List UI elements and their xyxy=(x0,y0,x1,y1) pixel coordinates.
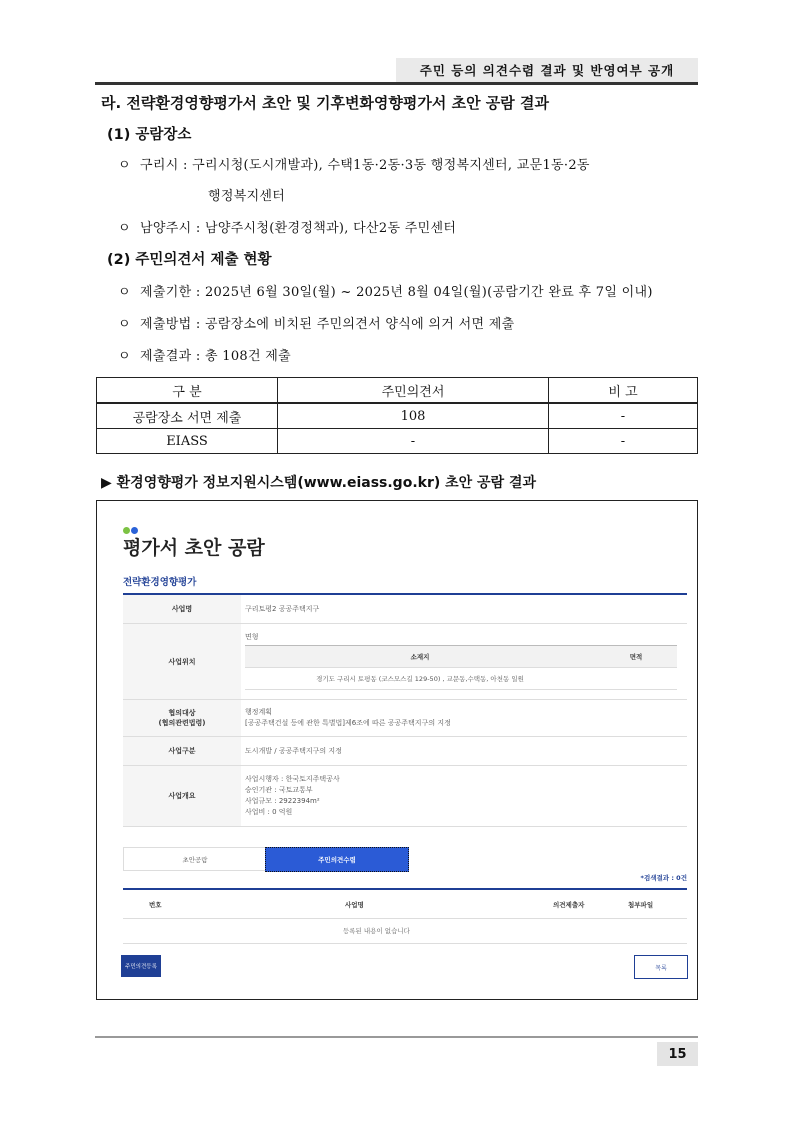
bullet-namyangju xyxy=(118,217,456,236)
consult-label-1: 협의대상 xyxy=(168,709,196,717)
location-table-header xyxy=(245,646,677,668)
area-type: 면형 xyxy=(245,633,259,641)
bullet-method xyxy=(118,313,514,332)
field-type xyxy=(123,737,687,766)
bullet-guri-cont: 행정복지센터 xyxy=(208,189,286,204)
bullet-text: 제출기한 : 2025년 6월 30일(월) ~ 2025년 8월 04일(월)(공람기간 완료 후 7일 이내) xyxy=(140,285,653,300)
bullet-mark: ㅇ xyxy=(118,285,131,300)
consult-value-1: 행정계획 xyxy=(245,708,273,716)
table-header-cell: 구 분 xyxy=(97,378,278,404)
list-col-submitter: 의견제출자 xyxy=(553,900,585,909)
bullet-mark: ㅇ xyxy=(118,349,131,364)
location-col-address: 소재지 xyxy=(410,653,430,661)
screenshot-subtitle: 전략환경영향평가 xyxy=(123,577,197,588)
bullet-mark: ㅇ xyxy=(118,221,131,236)
result-count: *검색결과 : 0건 xyxy=(640,874,687,882)
table-row xyxy=(97,429,698,454)
empty-message: 등록된 내용이 없습니다 xyxy=(343,926,410,935)
field-label: 사업명 xyxy=(123,595,241,623)
footer-rule xyxy=(95,1036,698,1038)
consult-label-2: (협의관련법령) xyxy=(158,719,206,727)
page-number: 15 xyxy=(657,1042,698,1066)
tab-draft-review[interactable]: 초안공람 xyxy=(123,847,267,871)
bullet-text: 제출방법 : 공람장소에 비치된 주민의견서 양식에 의거 서면 제출 xyxy=(140,317,515,332)
overview-line: 사업규모 : 2922394m² xyxy=(245,797,320,805)
table-cell: - xyxy=(549,403,698,429)
table-header-cell: 비 고 xyxy=(549,378,698,404)
table-cell: - xyxy=(549,429,698,454)
list-col-project: 사업명 xyxy=(345,900,364,909)
location-table-row xyxy=(245,668,677,690)
bullet-text: 제출결과 : 총 108건 제출 xyxy=(140,349,291,364)
list-empty-row xyxy=(123,917,687,944)
bullet-guri xyxy=(118,154,590,173)
field-value xyxy=(245,766,687,826)
location-address: 경기도 구리시 토평동 (코스모스길 129-50) , 교문동,수택동, 아천동 일원 xyxy=(316,675,524,683)
submission-table xyxy=(96,377,698,454)
section-title: 라. 전략환경영향평가서 초안 및 기후변화영향평가서 초안 공람 결과 xyxy=(101,94,549,112)
overview-line: 승인기관 : 국토교통부 xyxy=(245,786,313,794)
field-value: 도시개발 / 공공주택지구의 지정 xyxy=(245,746,342,755)
overview-line: 사업비 : 0 억원 xyxy=(245,808,293,816)
register-opinion-button[interactable]: 주민의견등록 xyxy=(121,955,161,977)
table-row xyxy=(97,403,698,429)
field-value xyxy=(245,700,687,736)
consult-value-2: [공공주택건설 등에 관한 특별법]제6조에 따른 공공주택지구의 지정 xyxy=(245,719,451,727)
table-header-cell: 주민의견서 xyxy=(278,378,549,404)
field-label: 사업구분 xyxy=(123,737,241,765)
table-cell: 공람장소 서면 제출 xyxy=(97,403,278,429)
list-header xyxy=(123,888,687,919)
table-header-row xyxy=(97,378,698,404)
field-location xyxy=(123,624,687,700)
bullet-mark: ㅇ xyxy=(118,317,131,332)
page-header: 주민 등의 의견수렴 결과 및 반영여부 공개 xyxy=(396,58,698,82)
field-label xyxy=(123,700,241,736)
table-cell: EIASS xyxy=(97,429,278,454)
list-col-attachment: 첨부파일 xyxy=(628,900,654,909)
subsection-1-title: (1) 공람장소 xyxy=(107,127,192,143)
eiass-section-title: ▶ 환경영향평가 정보지원시스템(www.eiass.go.kr) 초안 공람 결과 xyxy=(101,475,537,491)
location-col-area: 면적 xyxy=(629,653,643,661)
tab-resident-opinion[interactable]: 주민의견수렴 xyxy=(265,847,409,872)
field-value: 구리토평2 공공주택지구 xyxy=(245,604,320,613)
field-label: 사업위치 xyxy=(123,624,241,699)
bullet-deadline xyxy=(118,281,653,300)
bullet-text: 남양주시 : 남양주시청(환경정책과), 다산2동 주민센터 xyxy=(140,221,457,236)
header-rule xyxy=(95,82,698,85)
table-cell: 108 xyxy=(278,403,549,429)
location-table xyxy=(245,645,677,690)
field-project-name xyxy=(123,595,687,624)
bullet-result xyxy=(118,345,291,364)
table-cell: - xyxy=(278,429,549,454)
bullet-mark: ㅇ xyxy=(118,158,131,173)
list-button[interactable]: 목록 xyxy=(634,955,688,979)
subsection-2-title: (2) 주민의견서 제출 현황 xyxy=(107,252,272,268)
screenshot-page-title: 평가서 초안 공람 xyxy=(123,537,265,559)
eiass-screenshot xyxy=(96,500,698,1000)
list-col-number: 번호 xyxy=(149,900,162,909)
bullet-text: 구리시 : 구리시청(도시개발과), 수택1동·2동·3동 행정복지센터, 교문1동·2동 xyxy=(140,158,590,173)
field-label: 사업개요 xyxy=(123,766,241,826)
field-consult xyxy=(123,700,687,737)
overview-line: 사업시행자 : 한국토지주택공사 xyxy=(245,775,340,783)
field-overview xyxy=(123,766,687,827)
